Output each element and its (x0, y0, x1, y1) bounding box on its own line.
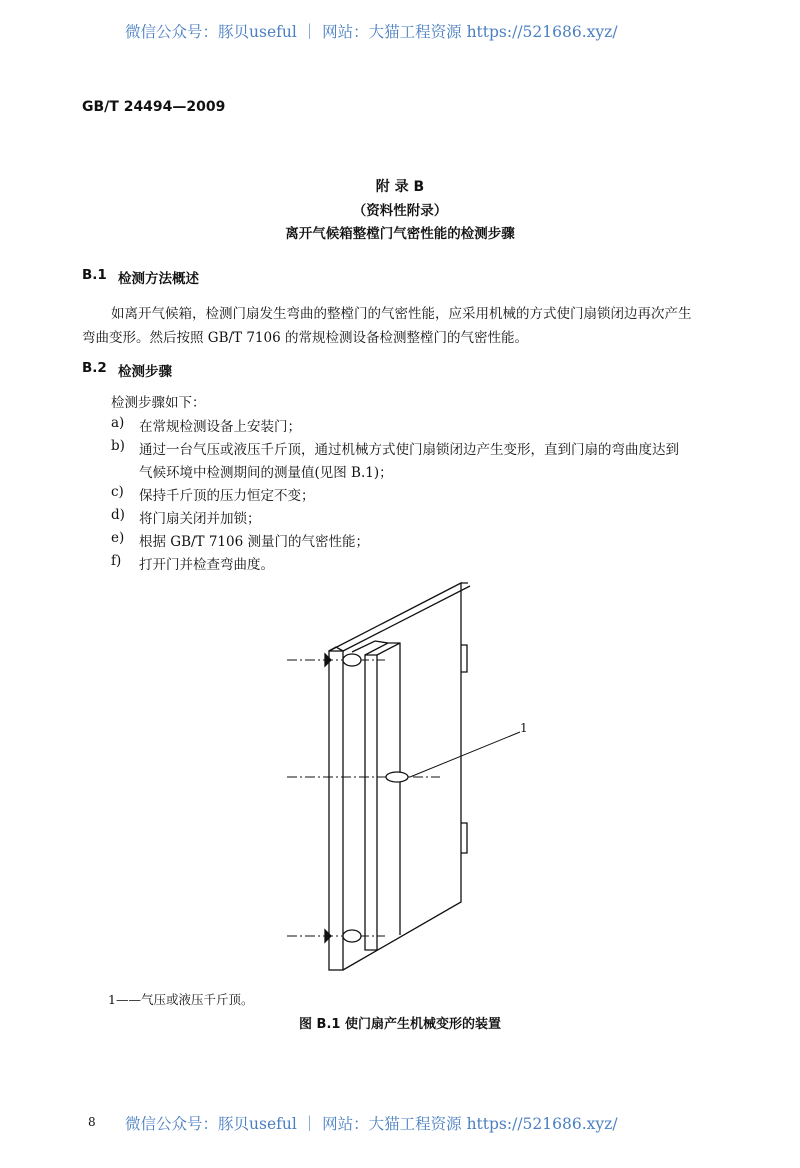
watermark-top: 微信公众号：豚贝useful ｜ 网站：大猫工程资源 https://521686.xyz/ (125, 23, 618, 41)
step-marker: a) (111, 415, 125, 431)
appendix-subtitle: （资料性附录） (352, 203, 448, 219)
appendix-title: 附 录 B (375, 179, 425, 195)
appendix-heading: 离开气候箱整樘门气密性能的检测步骤 (285, 226, 515, 242)
standard-number: GB/T 24494—2009 (82, 99, 226, 115)
watermark-bottom: 微信公众号：豚贝useful ｜ 网站：大猫工程资源 https://521686.xyz/ (125, 1115, 618, 1133)
step-text: 气候环境中检测期间的测量值(见图 B.1)； (139, 465, 393, 481)
step-text: 在常规检测设备上安装门； (139, 419, 301, 435)
callout-label: 1 (520, 721, 528, 735)
step-text: 根据 GB/T 7106 测量门的气密性能； (139, 534, 369, 550)
section-b2-title: 检测步骤 (118, 364, 172, 380)
page-number: 8 (88, 1115, 96, 1129)
step-marker: f) (111, 553, 122, 569)
step-text: 保持千斤顶的压力恒定不变； (139, 488, 315, 504)
step-text: 打开门并检查弯曲度。 (139, 557, 274, 573)
paragraph-line: 如离开气候箱，检测门扇发生弯曲的整樘门的气密性能，应采用机械的方式使门扇锁闭边再次产生 (111, 306, 692, 322)
figure-legend: 1——气压或液压千斤顶。 (108, 992, 254, 1007)
step-text: 通过一台气压或液压千斤顶，通过机械方式使门扇锁闭边产生变形，直到门扇的弯曲度达到 (139, 442, 679, 458)
figure-caption: 图 B.1 使门扇产生机械变形的装置 (299, 1017, 501, 1032)
step-marker: d) (111, 507, 125, 523)
steps-intro: 检测步骤如下： (111, 395, 206, 411)
paragraph-line: 弯曲变形。然后按照 GB/T 7106 的常规检测设备检测整樘门的气密性能。 (82, 330, 528, 346)
callout-leader (410, 732, 520, 777)
section-b1-title: 检测方法概述 (118, 271, 199, 287)
step-text: 将门扇关闭并加锁； (139, 511, 261, 527)
section-b1-number: B.1 (82, 267, 107, 283)
section-b2-number: B.2 (82, 360, 107, 376)
step-marker: e) (111, 530, 125, 546)
step-marker: c) (111, 484, 124, 500)
hinges (461, 645, 467, 853)
step-marker: b) (111, 438, 125, 454)
